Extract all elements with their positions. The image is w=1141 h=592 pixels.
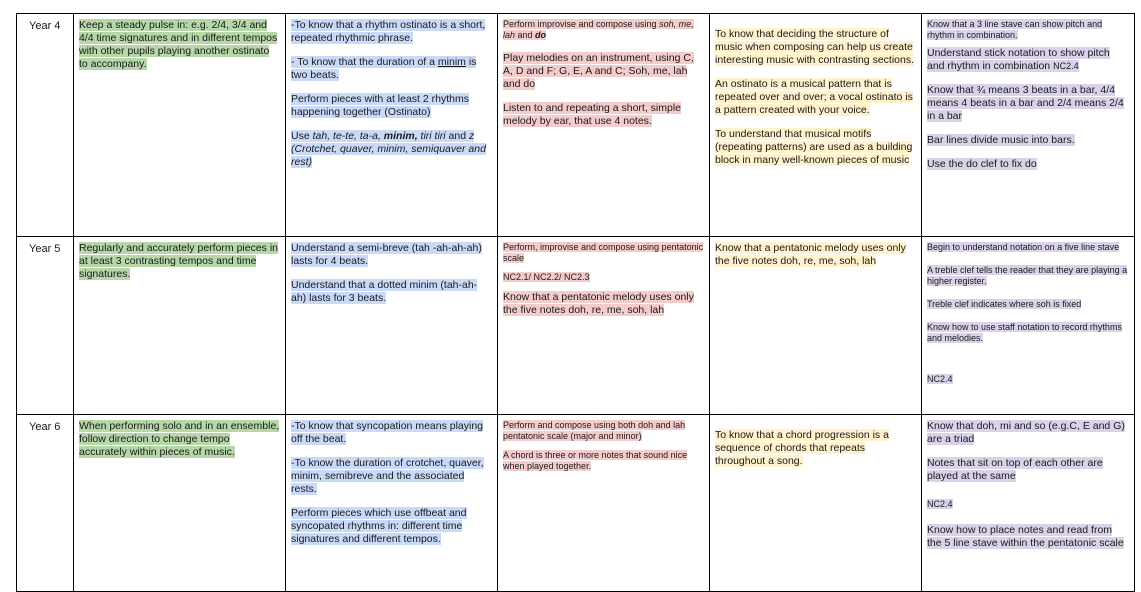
year-label: Year 5 [17, 237, 74, 415]
music-curriculum-table [16, 13, 1135, 592]
objective-text: Begin to understand notation on a five line stave [927, 242, 1120, 252]
objective-text: Know how to place notes and read from the 5 line stave within the pentatonic scale [927, 524, 1124, 549]
objective-text: -To know that a rhythm ostinato is a short, repeated rhythmic phrase. [291, 19, 486, 44]
table-row-year-5 [17, 237, 1135, 415]
objective-text: -To know the duration of crotchet, quaver, minim, semibreve and the associated rests. [291, 457, 484, 495]
notation-cell [922, 14, 1135, 237]
rhythm-cell [286, 14, 498, 237]
notation-cell [922, 415, 1135, 592]
objective-text: Perform and compose using both doh and lah pentatonic scale (major and minor) [503, 420, 686, 441]
objective-text: Know that ¾ means 3 beats in a bar, 4/4 means 4 beats in a bar and 2/4 means 2/4 in a bar [927, 84, 1124, 122]
objective-text: Keep a steady pulse in: e.g. 2/4, 3/4 and 4/4 time signatures and in different tempos with other pupils playing another ostinato to accompany. [79, 19, 278, 70]
objective-text: Bar lines divide music into bars. [927, 134, 1075, 146]
objective-text: A chord is three or more notes that sound nice when played together. [503, 450, 688, 471]
objective-text: Regularly and accurately perform pieces in at least 3 contrasting tempos and time signatures. [79, 242, 279, 280]
objective-text: Play melodies on an instrument, using C, A, D and F; G, E, A and C; Soh, me, lah and do [503, 52, 694, 90]
notation-cell [922, 237, 1135, 415]
objective-text: Use the do clef to fix do [927, 158, 1037, 170]
objective-text: - To know that the duration of a minim is two beats. [291, 56, 477, 81]
structure-cell [710, 415, 922, 592]
nc-reference: NC2.4 [927, 374, 953, 384]
year-label: Year 4 [17, 14, 74, 237]
objective-text: When performing solo and in an ensemble, follow direction to change tempo accurately within pieces of music. [79, 420, 280, 458]
objective-text: Treble clef indicates where soh is fixed [927, 299, 1082, 309]
table-row-year-6 [17, 415, 1135, 592]
year-label: Year 6 [17, 415, 74, 592]
objective-text: Know how to use staff notation to record rhythms and melodies. [927, 322, 1122, 343]
structure-cell [710, 14, 922, 237]
rhythm-cell [286, 237, 498, 415]
objective-text: To know that a chord progression is a sequence of chords that repeats throughout a song. [715, 429, 889, 467]
structure-cell [710, 237, 922, 415]
objective-text: Know that doh, mi and so (e.g.C, E and G) are a triad [927, 420, 1125, 445]
objective-text: Know that a 3 line stave can show pitch and rhythm in combination. [927, 19, 1103, 40]
pulse-tempo-cell [74, 237, 286, 415]
pitch-melody-cell [498, 14, 710, 237]
objective-text: Perform improvise and compose using soh, me, lah and do [503, 19, 694, 40]
objective-text: Perform pieces which use offbeat and syncopated rhythms in: different time signatures and different tempos. [291, 507, 467, 545]
pitch-melody-cell [498, 415, 710, 592]
objective-text: Understand stick notation to show pitch and rhythm in combination NC2.4 [927, 47, 1110, 72]
objective-text: Listen to and repeating a short, simple melody by ear, that use 4 notes. [503, 102, 682, 127]
objective-text: Perform, improvise and compose using pentatonic scale [503, 242, 704, 263]
rhythm-cell [286, 415, 498, 592]
objective-text: Notes that sit on top of each other are played at the same [927, 457, 1103, 482]
objective-text: Use tah, te-te, ta-a, minim, tiri tiri and z (Crotchet, quaver, minim, semiquaver and rest) [291, 130, 486, 168]
objective-text: An ostinato is a musical pattern that is repeated over and over; a vocal ostinato is a pattern created with your voice. [715, 78, 913, 116]
nc-reference: NC2.4 [927, 499, 953, 509]
objective-text: NC2.1/ NC2.2/ NC2.3 [503, 272, 590, 282]
objective-text: A treble clef tells the reader that they are playing a higher register. [927, 265, 1128, 286]
objective-text: To know that deciding the structure of music when composing can help us create interesting music with contrasting sections. [715, 28, 915, 66]
objective-text: Understand a semi-breve (tah -ah-ah-ah) lasts for 4 beats. [291, 242, 482, 267]
objective-text: -To know that syncopation means playing off the beat. [291, 420, 484, 445]
pitch-melody-cell [498, 237, 710, 415]
objective-text: Understand that a dotted minim (tah-ah-ah) lasts for 3 beats. [291, 279, 478, 304]
objective-text: Perform pieces with at least 2 rhythms happening together (Ostinato) [291, 93, 469, 118]
table-row-year-4 [17, 14, 1135, 237]
pulse-tempo-cell [74, 14, 286, 237]
objective-text: Know that a pentatonic melody uses only the five notes doh, re, me, soh, lah [715, 242, 906, 267]
objective-text: Know that a pentatonic melody uses only the five notes doh, re, me, soh, lah [503, 291, 694, 316]
pulse-tempo-cell [74, 415, 286, 592]
objective-text: To understand that musical motifs (repeating patterns) are used as a building block in many well-known pieces of music [715, 128, 913, 166]
